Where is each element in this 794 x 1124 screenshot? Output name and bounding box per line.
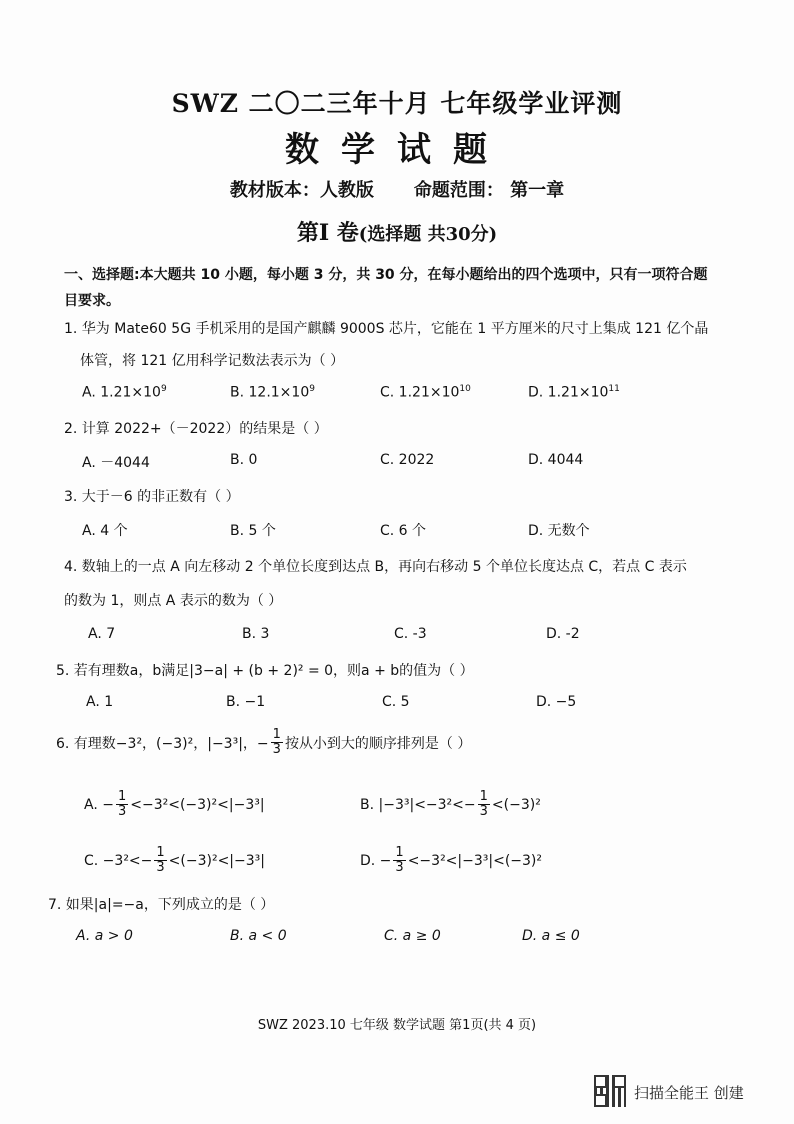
scope-label: 命题范围： 第一章	[413, 180, 565, 201]
q4-option-b: B. 3	[242, 626, 270, 642]
q4-option-c: C. -3	[394, 626, 427, 642]
q6-option-d-post: <−3²<|−3³|<(−3)²	[407, 852, 543, 869]
q6-option-a-fraction	[116, 790, 128, 819]
qr-corner	[594, 1094, 607, 1107]
q6-option-c-post: <(−3)²<|−3³|	[168, 852, 265, 869]
q6-stem-part2: 按从小到大的顺序排列是（ ）	[284, 735, 472, 752]
q6-stem-fraction	[271, 728, 283, 757]
q2-option-b: B. 0	[230, 452, 258, 468]
qr-corner	[594, 1075, 607, 1088]
fraction-denominator: 3	[272, 742, 281, 757]
q7-option-d: D. a ≤ 0	[522, 928, 580, 944]
q6-option-c-fraction	[154, 846, 166, 875]
q2-stem: 2. 计算 2022+（－2022）的结果是（ ）	[64, 421, 328, 437]
fraction-denominator: 3	[395, 860, 404, 875]
q6-option-b-post: <(−3)²	[491, 796, 541, 813]
q5-option-c: C. 5	[382, 694, 410, 710]
q6-option-a-post: <−3²<(−3)²<|−3³|	[130, 796, 265, 813]
q1-option-a-exp: 9	[160, 384, 167, 394]
scanner-watermark: 扫描全能王 创建	[634, 1084, 744, 1102]
q1-option-d	[528, 384, 620, 401]
q6-option-c	[84, 846, 265, 875]
section-instructions-2: 目要求。	[64, 293, 120, 309]
q3-stem: 3. 大于－6 的非正数有（ ）	[64, 489, 240, 505]
q3-option-d: D. 无数个	[528, 523, 590, 539]
fraction-denominator: 3	[479, 804, 488, 819]
q2-option-a: A. －4044	[82, 455, 150, 471]
q6-option-a-pre: A. −	[84, 796, 114, 813]
section-instructions-1: 一、选择题:本大题共 10 小题，每小题 3 分，共 30 分，在每小题给出的四个选项中，只有一项符合题	[64, 267, 708, 283]
fraction-numerator: 1	[395, 845, 404, 860]
q2-option-d: D. 4044	[528, 452, 584, 468]
q4-option-a: A. 7	[88, 626, 116, 642]
q6-option-b	[360, 790, 541, 819]
q7-stem: 7. 如果|a|=−a，下列成立的是（ ）	[48, 897, 275, 913]
q3-option-a: A. 4 个	[82, 523, 128, 539]
q6-stem	[56, 728, 471, 757]
volume-note: (选择题 共30分)	[358, 224, 498, 245]
qr-code-icon	[594, 1075, 626, 1107]
q1-option-a	[82, 384, 167, 401]
fraction-numerator: 1	[272, 727, 281, 742]
q1-option-b-text: B. 12.1×10	[230, 384, 310, 401]
exam-title: 数学试题	[285, 130, 509, 170]
q3-option-b: B. 5 个	[230, 523, 276, 539]
q5-option-b: B. −1	[226, 694, 266, 710]
q6-option-d	[360, 846, 542, 875]
volume-label: 第Ⅰ 卷	[296, 220, 359, 246]
q4-stem-line2: 的数为 1，则点 A 表示的数为（ ）	[64, 593, 283, 609]
q4-stem-line1: 4. 数轴上的一点 A 向左移动 2 个单位长度到达点 B，再向右移动 5 个单位长度达点 C，若点 C 表示	[64, 559, 687, 575]
q7-option-b: B. a < 0	[230, 928, 287, 944]
volume-heading	[0, 216, 794, 247]
fraction-denominator: 3	[156, 860, 165, 875]
fraction-numerator: 1	[479, 789, 488, 804]
q1-option-d-exp: 11	[608, 384, 620, 394]
q1-option-b	[230, 384, 315, 401]
fraction-numerator: 1	[117, 789, 127, 804]
qr-corner	[613, 1075, 626, 1088]
q1-stem-line2: 体管，将 121 亿用科学记数法表示为（ ）	[80, 353, 345, 369]
q6-option-a	[84, 790, 265, 819]
q1-option-c	[380, 384, 471, 401]
q1-option-a-text: A. 1.21×10	[82, 384, 161, 401]
q1-option-d-text: D. 1.21×10	[528, 384, 609, 401]
q2-option-c: C. 2022	[380, 452, 435, 468]
q5-option-d: D. −5	[536, 694, 577, 710]
q1-option-c-text: C. 1.21×10	[380, 384, 460, 401]
q6-option-b-fraction	[478, 790, 490, 819]
q1-option-c-exp: 10	[459, 384, 471, 394]
edition-scope-line	[0, 176, 794, 202]
exam-header-line: SWZ 二〇二三年十月 七年级学业评测	[171, 89, 623, 118]
q7-option-c: C. a ≥ 0	[384, 928, 441, 944]
q1-option-b-exp: 9	[309, 384, 315, 394]
fraction-denominator: 3	[117, 804, 127, 819]
q6-option-d-fraction	[393, 846, 405, 875]
q6-option-d-pre: D. −	[360, 852, 392, 869]
q5-option-a: A. 1	[86, 694, 114, 710]
q1-stem-line1: 1. 华为 Mate60 5G 手机采用的是国产麒麟 9000S 芯片，它能在 1 平方厘米的尺寸上集成 121 亿个晶	[64, 321, 709, 337]
q5-stem: 5. 若有理数a，b满足|3−a| + (b + 2)² = 0，则a + b的值为（ ）	[56, 663, 474, 679]
q4-option-d: D. -2	[546, 626, 580, 642]
q6-option-b-pre: B. |−3³|<−3²<−	[360, 796, 476, 813]
q7-option-a: A. a > 0	[76, 928, 133, 944]
fraction-numerator: 1	[156, 845, 165, 860]
page-footer: SWZ 2023.10 七年级 数学试题 第1页(共 4 页)	[257, 1018, 537, 1033]
edition-label: 教材版本：人教版	[229, 180, 374, 201]
q6-stem-part1: 6. 有理数−3²，(−3)²，|−3³|，−	[56, 735, 269, 752]
q6-option-c-pre: C. −3²<−	[84, 852, 153, 869]
q3-option-c: C. 6 个	[380, 523, 427, 539]
